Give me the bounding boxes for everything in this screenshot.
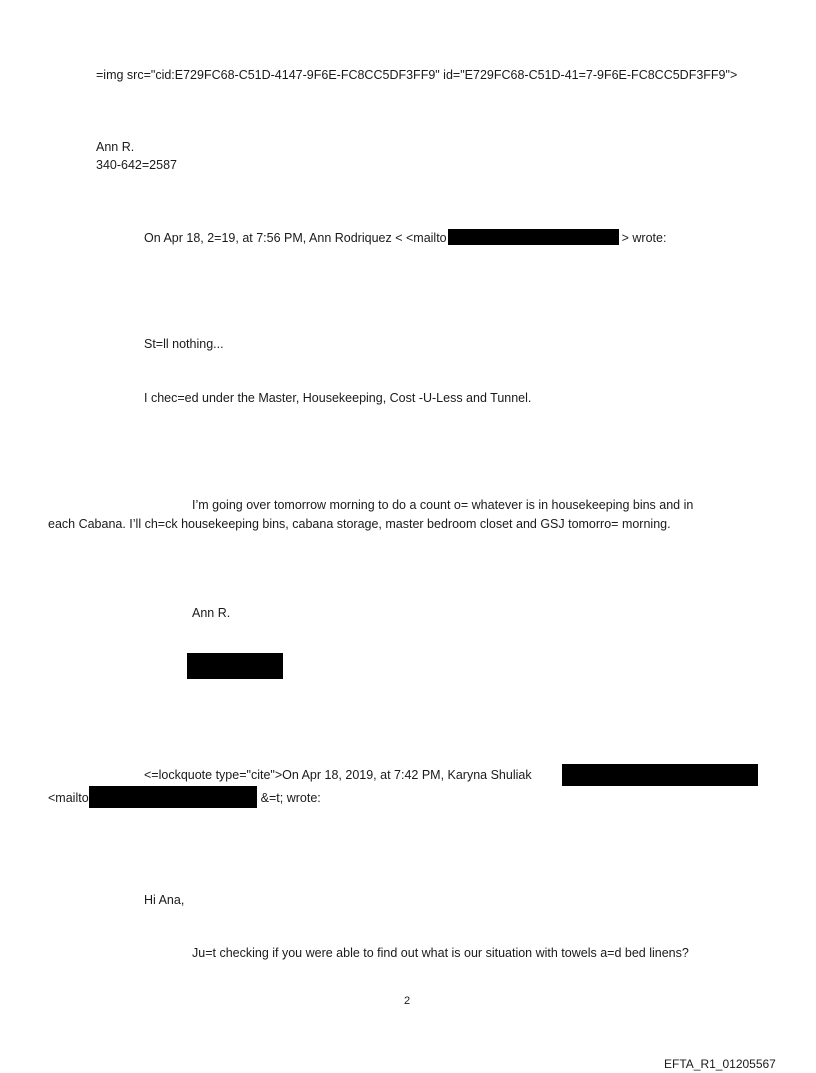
mailto-text: <mailto — [48, 791, 89, 805]
redacted-email-2 — [562, 764, 758, 786]
img-tag-line: =img src="cid:E729FC68-C51D-4147-9F6E-FC8CC5DF3FF9" id="E729FC68-C51D-41=7-9F6E-FC8CC5DF3FF9"> — [96, 68, 738, 82]
page-number: 2 — [404, 995, 411, 1007]
quote-header-1-tail: > wrote: — [621, 231, 667, 245]
quote-header-2 — [144, 767, 532, 783]
signature-phone: 340-642=2587 — [96, 158, 177, 172]
quote-header-2-text: <=lockquote type="cite">On Apr 18, 2019, at 7:42 PM, Karyna Shuliak — [144, 768, 532, 782]
quote-header-2-line-2 — [48, 786, 321, 808]
signature-2-name: Ann R. — [192, 606, 231, 620]
redacted-block-signature — [187, 653, 283, 679]
body-paragraph-line-2: each Cabana. I’ll ch=ck housekeeping bins, cabana storage, master bedroom closet and GSJ tomorro= morning. — [48, 517, 671, 531]
document-id-footer: EFTA_R1_01205567 — [664, 1057, 776, 1071]
quote-header-1-text: On Apr 18, 2=19, at 7:56 PM, Ann Rodriquez < <mailto — [144, 231, 447, 245]
question-line: Ju=t checking if you were able to find out what is our situation with towels a=d bed linens? — [192, 946, 689, 960]
redacted-email-1 — [448, 229, 619, 245]
quote-header-2-tail: &=t; wrote: — [260, 791, 321, 805]
body-line-still-nothing: St=ll nothing... — [144, 337, 224, 351]
greeting: Hi Ana, — [144, 893, 185, 907]
quote-header-1 — [144, 229, 666, 246]
body-paragraph-line-1: I’m going over tomorrow morning to do a count o= whatever is in housekeeping bins and in — [192, 498, 694, 512]
signature-name: Ann R. — [96, 140, 135, 154]
body-line-checked: I chec=ed under the Master, Housekeeping, Cost -U-Less and Tunnel. — [144, 391, 532, 405]
redacted-email-3 — [89, 786, 257, 808]
